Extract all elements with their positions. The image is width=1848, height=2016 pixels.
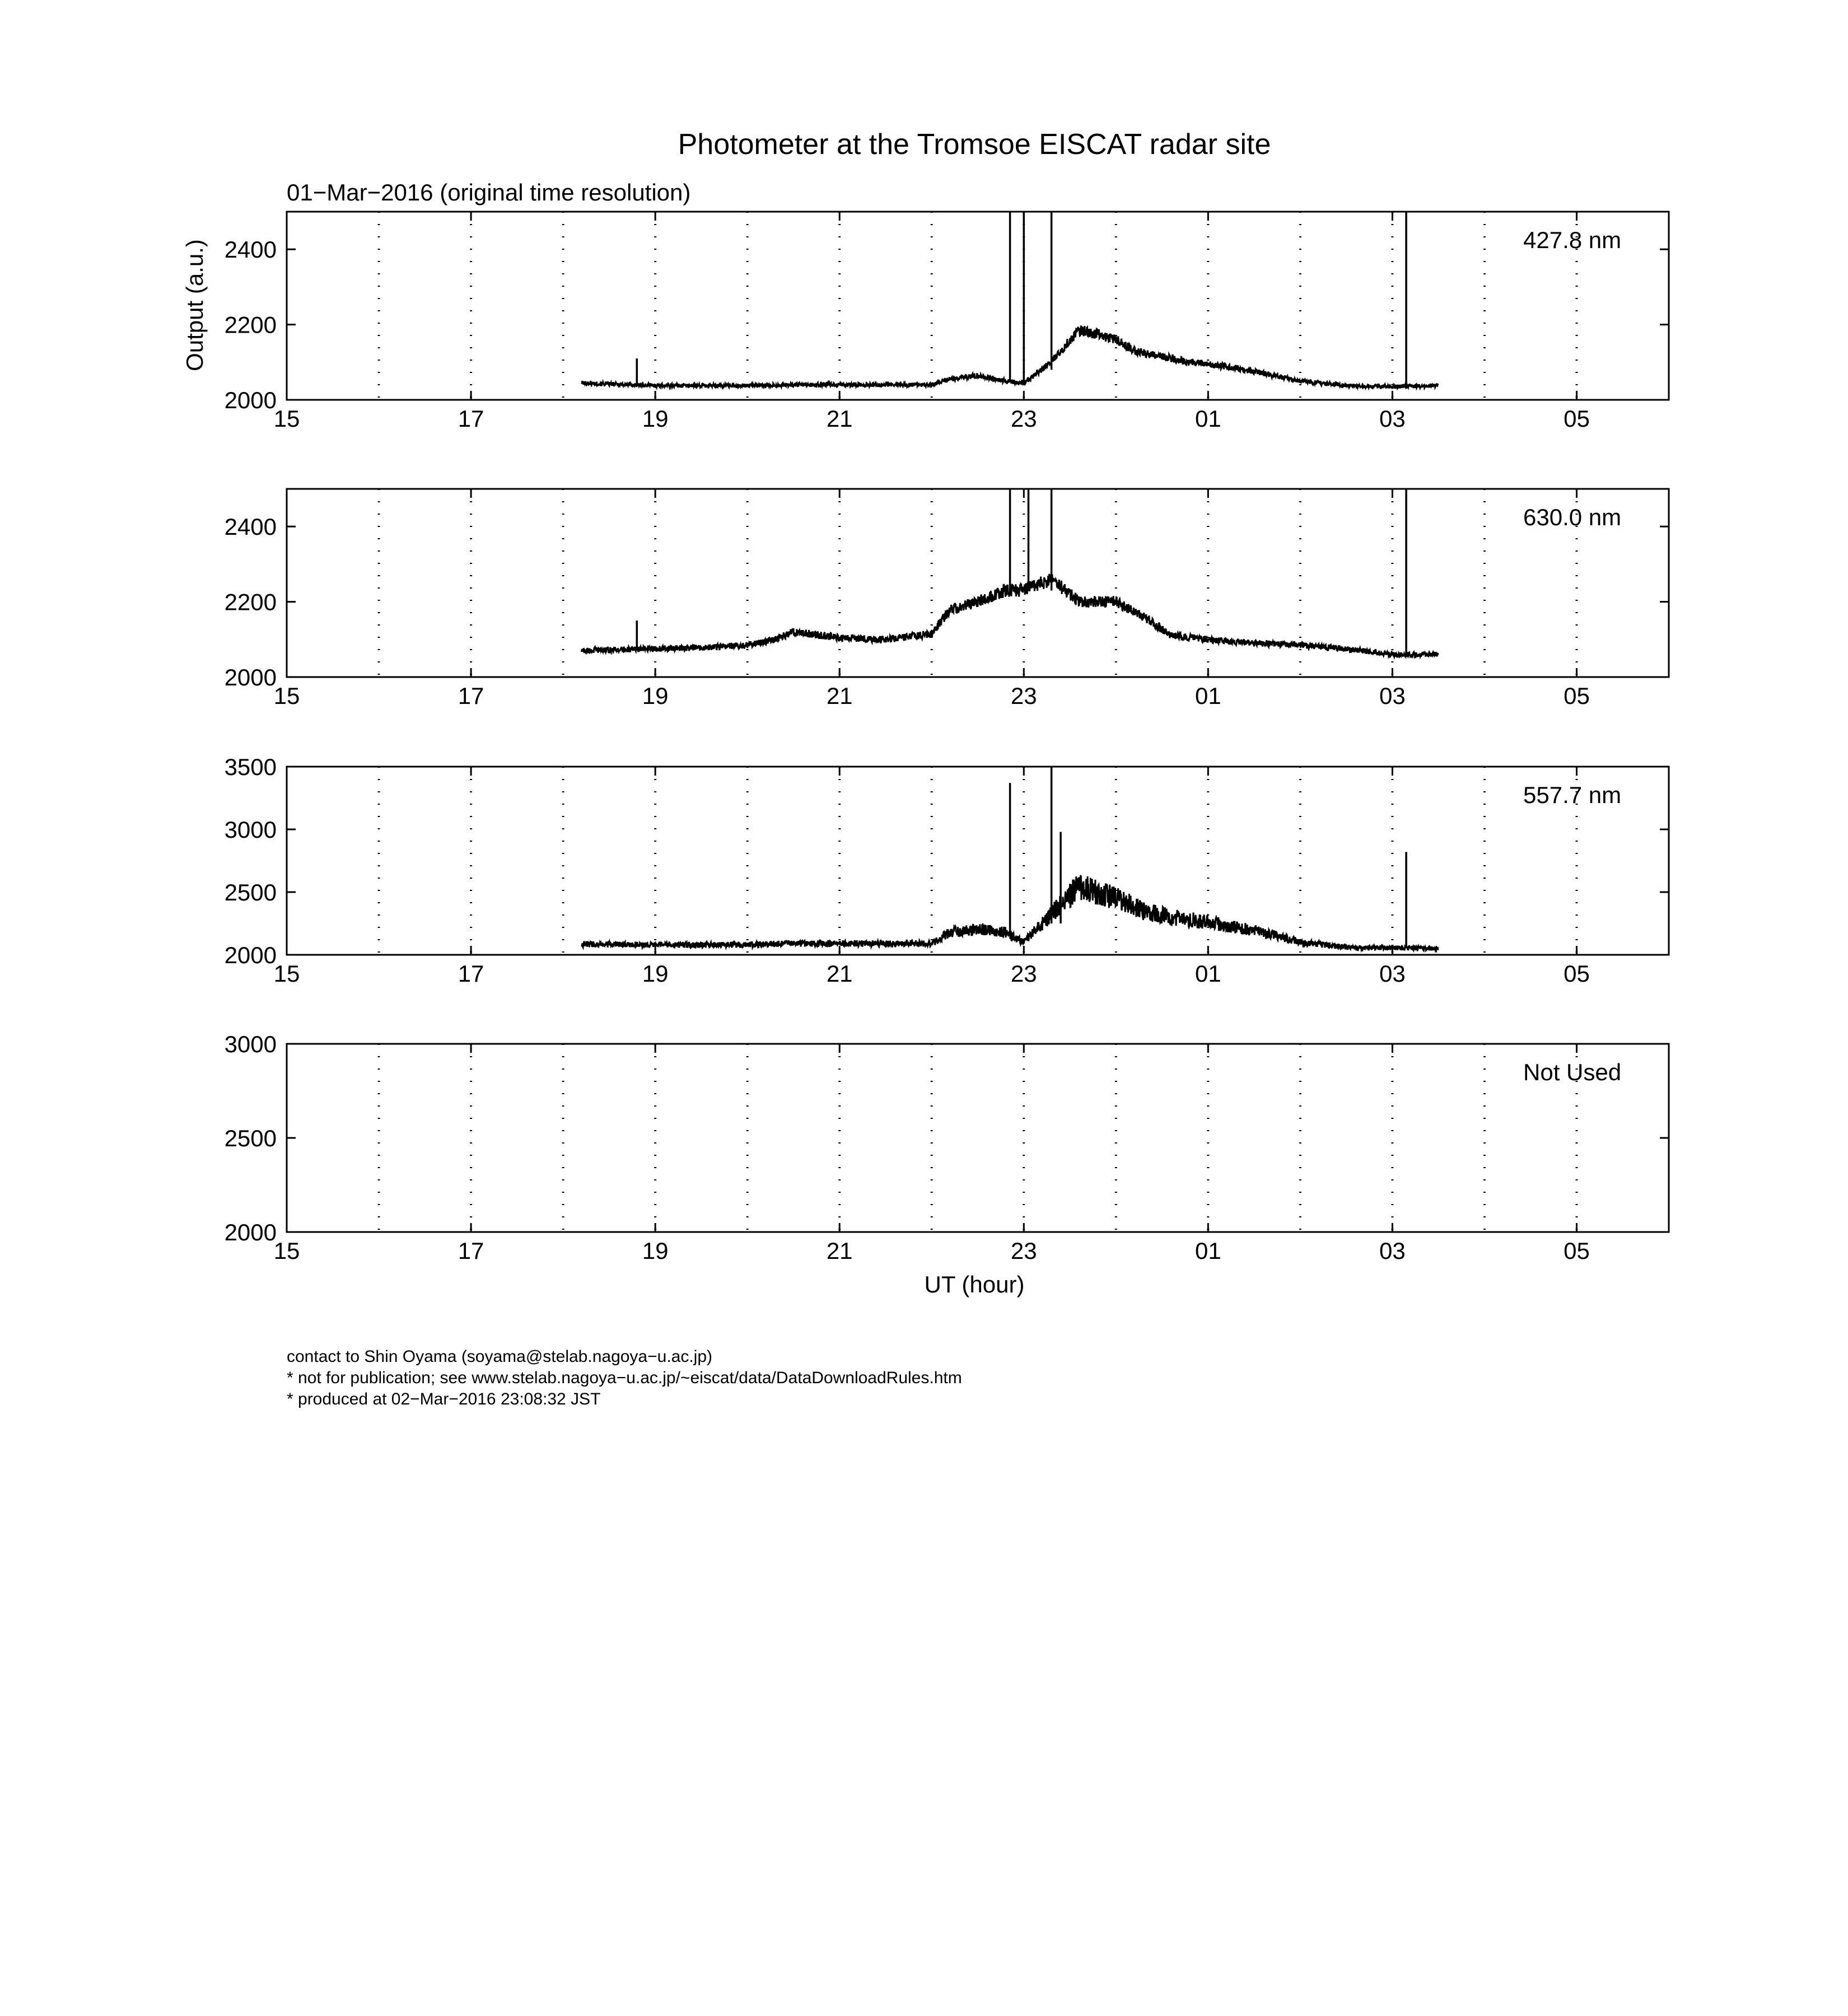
y-tick-label: 3000 [224,816,277,843]
figure-subtitle: 01−Mar−2016 (original time resolution) [287,179,691,206]
x-tick-label: 05 [1564,1238,1590,1264]
y-tick-label: 3500 [224,754,277,780]
series-label: Not Used [1523,1059,1622,1085]
y-tick-label: 2000 [224,942,277,968]
series-label: 630.0 nm [1523,504,1622,530]
x-tick-label: 03 [1379,960,1406,987]
y-tick-label: 2500 [224,879,277,906]
y-tick-label: 2500 [224,1125,277,1151]
series-label: 557.7 nm [1523,782,1622,808]
y-axis-label: Output (a.u.) [181,239,208,371]
plot-frame [287,212,1669,400]
x-tick-label: 15 [273,683,300,709]
x-tick-label: 01 [1194,1238,1221,1264]
x-tick-label: 19 [642,1238,669,1264]
series-label: 427.8 nm [1523,227,1622,253]
y-tick-label: 2000 [224,387,277,413]
x-tick-label: 17 [458,1238,484,1264]
x-axis-label: UT (hour) [924,1271,1025,1298]
plot-frame [287,767,1669,955]
y-tick-label: 3000 [224,1031,277,1057]
x-tick-label: 01 [1194,405,1221,432]
x-tick-label: 05 [1564,960,1590,987]
x-tick-label: 19 [642,683,669,709]
x-tick-label: 15 [273,1238,300,1264]
y-tick-label: 2400 [224,236,277,263]
panel-2 [225,489,1669,709]
x-tick-label: 23 [1010,1238,1037,1264]
plot-frame [287,1044,1669,1232]
x-tick-label: 21 [826,960,853,987]
x-tick-label: 15 [273,960,300,987]
footer-line-1: contact to Shin Oyama (soyama@stelab.nagoya−u.ac.jp) [287,1347,713,1366]
x-tick-label: 05 [1564,405,1590,432]
x-tick-label: 03 [1379,683,1406,709]
x-tick-label: 19 [642,960,669,987]
y-tick-label: 2200 [224,589,277,615]
y-tick-label: 2000 [224,664,277,690]
x-tick-label: 23 [1010,683,1037,709]
x-tick-label: 23 [1010,960,1037,987]
x-tick-label: 19 [642,405,669,432]
x-tick-label: 01 [1194,960,1221,987]
x-tick-label: 17 [458,405,484,432]
x-tick-label: 05 [1564,683,1590,709]
x-tick-label: 01 [1194,683,1221,709]
panel-4 [225,1031,1669,1264]
x-tick-label: 21 [826,683,853,709]
x-tick-label: 15 [273,405,300,432]
y-tick-label: 2200 [224,311,277,338]
footer-line-2: * not for publication; see www.stelab.nagoya−u.ac.jp/~eiscat/data/DataDownloadRules.htm [287,1369,962,1387]
y-tick-label: 2400 [224,514,277,540]
x-tick-label: 17 [458,683,484,709]
figure-title: Photometer at the Tromsoe EISCAT radar site [678,128,1271,161]
panel-3 [225,754,1669,987]
footer-line-3: * produced at 02−Mar−2016 23:08:32 JST [287,1390,601,1408]
x-tick-label: 21 [826,405,853,432]
x-tick-label: 21 [826,1238,853,1264]
x-tick-label: 23 [1010,405,1037,432]
plot-frame [287,489,1669,677]
x-tick-label: 03 [1379,405,1406,432]
y-tick-label: 2000 [224,1219,277,1245]
x-tick-label: 03 [1379,1238,1406,1264]
x-tick-label: 17 [458,960,484,987]
panel-1 [225,212,1669,432]
